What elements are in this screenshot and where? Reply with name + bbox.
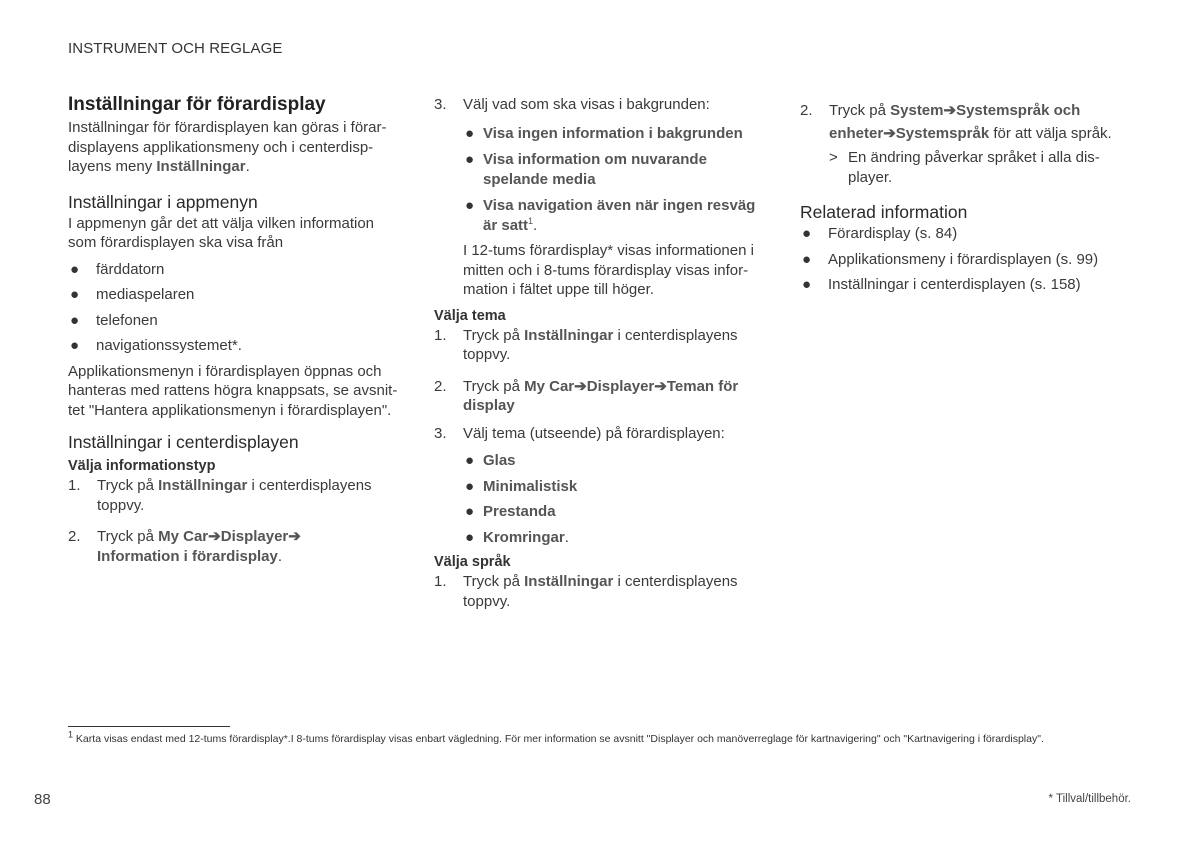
step-item: 2. Tryck på My Car➔Displayer➔Teman för display	[434, 377, 739, 414]
arrow-right-icon: ➔	[288, 528, 301, 545]
list-item: ● Visa ingen information i bakgrunden	[465, 124, 743, 142]
related-heading: Relaterad information	[800, 202, 968, 222]
step-item: 3. Välj vad som ska visas i bakgrunden:	[434, 96, 710, 113]
app-menu-paragraph: Applikationsmenyn i förardisplayen öppnas och hanteras med rattens högra knappsats, se avsnit- tet "Hantera applikationsmenyn i förardisplayen".	[68, 362, 398, 419]
appmenu-text: I appmenyn går det att välja vilken information som förardisplayen ska visa från	[68, 214, 374, 251]
footnote-marker: 1	[68, 729, 74, 740]
bullet-icon: ●	[465, 197, 475, 214]
list-item: ● Kromringar.	[465, 528, 569, 546]
language-heading: Välja språk	[434, 554, 511, 570]
footnote-ref: 1	[528, 215, 534, 226]
step-item: 3. Välj tema (utseende) på förardisplayen:	[434, 424, 725, 442]
result-marker-icon: >	[829, 149, 838, 166]
result-note: > En ändring påverkar språket i alla dis- player.	[829, 149, 1100, 186]
bullet-icon: ●	[465, 151, 475, 168]
tillval-note: * Tillval/tillbehör.	[1048, 793, 1131, 805]
arrow-right-icon: ➔	[208, 528, 221, 545]
section-header: INSTRUMENT OCH REGLAGE	[68, 40, 283, 57]
display-note: I 12-tums förardisplay* visas informationen i mitten och i 8-tums förardisplay visas infor- mation i fältet uppe till höger.	[463, 242, 754, 298]
list-item: ● Minimalistisk	[465, 477, 578, 495]
bullet-icon: ●	[465, 528, 475, 546]
bullet-icon: ●	[465, 124, 475, 142]
page-number: 88	[34, 791, 51, 808]
background-options	[434, 124, 769, 236]
list-item: ● Visa navigation även när ingen resväg är satt$^1$.	[465, 197, 756, 234]
list-item: ● mediaspelaren	[70, 286, 195, 303]
bullet-icon: ●	[70, 260, 80, 278]
appmenu-list	[68, 260, 398, 356]
bullet-icon: ●	[802, 250, 812, 268]
related-link[interactable]: ● Applikationsmeny i förardisplayen (s. 99)	[802, 250, 1099, 268]
step-item: 1. Tryck på Inställningar i centerdisplayens toppvy.	[434, 326, 738, 363]
step-item: 2. Tryck på My Car➔Displayer➔ Information i förardisplay.	[68, 528, 301, 565]
list-item: ● Prestanda	[465, 503, 556, 520]
list-item: ● Glas	[465, 452, 516, 469]
arrow-right-icon: ➔	[574, 377, 587, 395]
list-item: ● färddatorn	[70, 260, 165, 278]
settings-link: Inställningar	[156, 158, 246, 175]
intro-paragraph: Inställningar för förardisplayen kan göras i förar- displayens applikationsmeny och i centerdisp- layens meny Inställningar.	[68, 119, 387, 175]
step-item: 1. Tryck på Inställningar i centerdisplayens toppvy.	[68, 477, 372, 514]
arrow-right-icon: ➔	[883, 125, 896, 142]
column-left	[68, 92, 398, 566]
bullet-icon: ●	[465, 477, 475, 495]
appmenu-heading: Inställningar i appmenyn	[68, 191, 258, 212]
bullet-icon: ●	[802, 276, 812, 293]
step-item: 2. Tryck på System➔Systemspråk och enheter➔Systemspråk för att välja språk.	[800, 99, 1130, 145]
theme-heading: Välja tema	[434, 307, 506, 324]
bullet-icon: ●	[70, 311, 80, 329]
related-link[interactable]: ● Inställningar i centerdisplayen (s. 158)	[802, 276, 1081, 293]
bullet-icon: ●	[70, 286, 80, 303]
arrow-right-icon: ➔	[654, 377, 667, 395]
related-link[interactable]: ● Förardisplay (s. 84)	[802, 225, 958, 242]
arrow-right-icon: ➔	[943, 102, 957, 119]
page-title: Inställningar för förardisplay	[68, 94, 326, 115]
list-item: ● navigationssystemet*.	[70, 337, 242, 354]
centerdisplay-heading: Inställningar i centerdisplayen	[68, 432, 299, 452]
list-item: ● telefonen	[70, 311, 158, 329]
footnote: $^1$ Karta visas endast med 12-tums förardisplay*.I 8-tums förardisplay visas enbart vägledning. För mer information se avsnitt "Displayer och manöverreglage för kartnavigering" och "Kartnavigering i förardisplay".	[68, 729, 1044, 745]
bullet-icon: ●	[70, 337, 80, 354]
bullet-icon: ●	[802, 225, 812, 242]
step-item: 1. Tryck på Inställningar i centerdisplayens toppvy.	[434, 573, 738, 610]
column-middle	[434, 95, 769, 611]
infotype-heading: Välja informationstyp	[68, 458, 216, 474]
related-list	[800, 224, 1130, 295]
footnote-divider	[68, 726, 230, 727]
bullet-icon: ●	[465, 503, 475, 520]
bullet-icon: ●	[465, 452, 475, 469]
list-item: ● Visa information om nuvarande spelande media	[465, 151, 707, 188]
theme-options	[434, 451, 769, 547]
column-right	[800, 99, 1130, 295]
